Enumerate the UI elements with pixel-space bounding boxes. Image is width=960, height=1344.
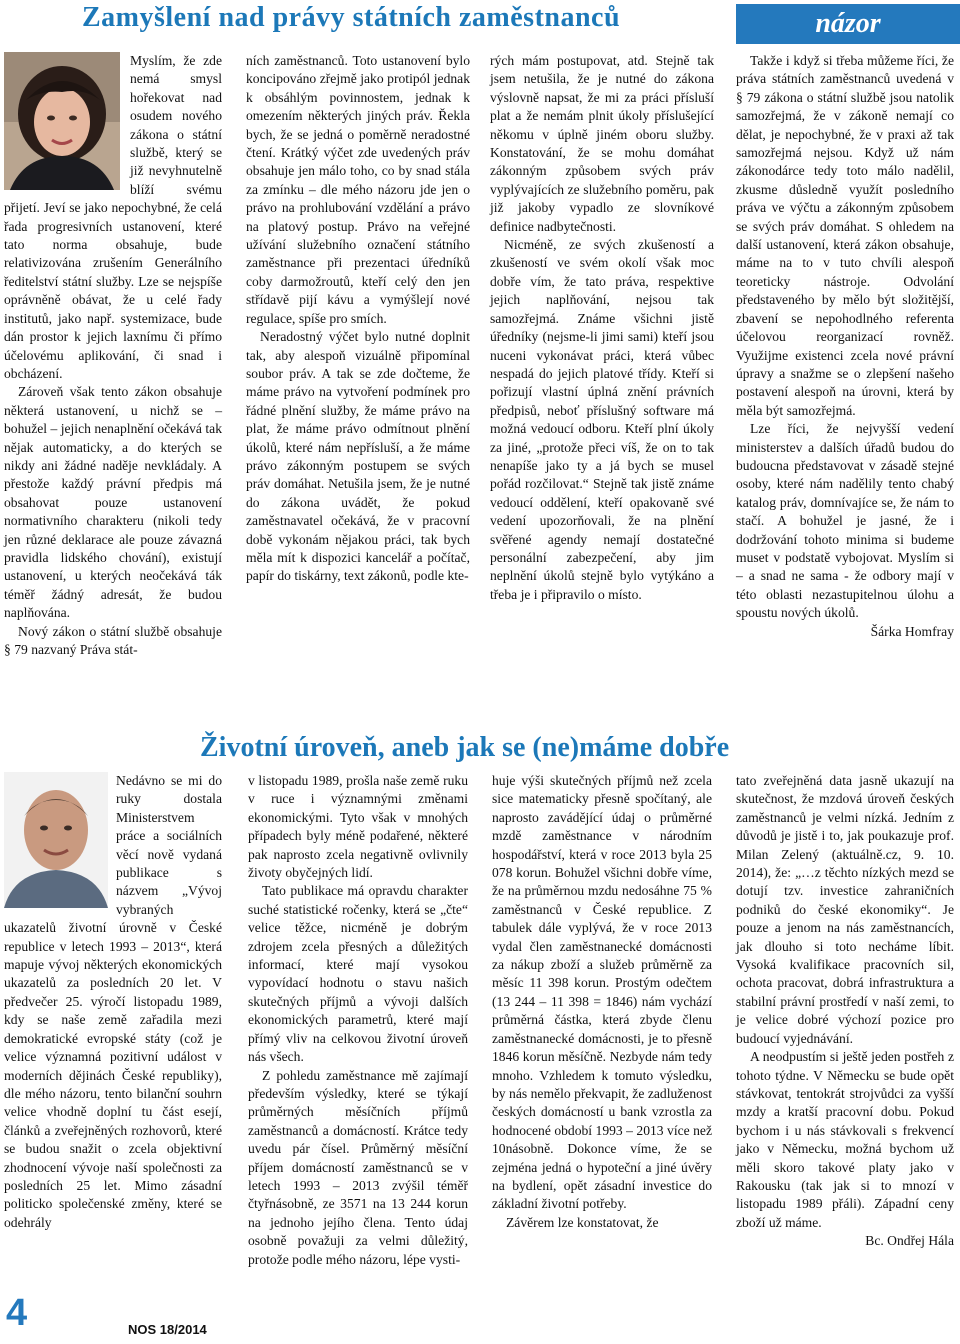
article2-paragraph: A neodpustím si ještě jeden postřeh z tohoto týdne. V Německu se bude opět stávkovat, tentokrát strojvůdci za vyšší mzdy a kratší pracovní dobu. Pokud bychom i u nás stávkovali s frekvencí jako v Německu, možná bychom už měli skoro takové platy jako v Rakousku (tak jak si to mnozí v listopadu 1989 přáli). Západní ceny zboží už máme. [736,1049,954,1230]
article2-paragraph: v listopadu 1989, prošla naše země ruku v ruce i významnými změnami ekonomickými. Tyto však v mnohých případech byly méně podařené, některé pak naprosto zcela negativně ovlivnily životy obyčejných lidí. [248,773,468,881]
article1-paragraph: Myslím, že zde nemá smysl hořekovat nad osudem nového zákona o státní službě, který se již nevyhnutelně blíží svému přijetí. Jeví se jako nepochybné, že celá řada progresivních ustanovení, které tato norma obsahuje, bude relativizována zrušením Generálního ředitelství státní služby. Lze se nejspíše oprávněně obávat, že u celé řady institutů, jako např. systemizace, bude dán prostor k jejich laxnímu či přímo účelovému aplikování, či snad i obcházení. [4,53,222,381]
article2-paragraph: huje výši skutečných příjmů než zcela sice matematicky přesně spočítaný, ale naprosto zavádějící údaj o průměrné mzdě zaměstnance v národním hospodářství, která v roce 2013 byla 25 078 korun. Bohužel všichni dobře víme, že na průměrnou mzdu nedosáhne 75 % zaměstnanců v České republice. Z tabulek dále vyplývá, že v roce 2013 vydal člen zaměstnanecké domácnosti za nákup zboží a služeb průměrně za měsíc 11 398 korun. Prostým odečtem (13 244 – 11 398 = 1846) nám vychází průměrná částka, která zbyde členu zaměstnanecké domácnosti, je to přesně 1846 korun měsíčně. Nezbyde nám tedy mnoho. Vzhledem k tomuto výsledku, by nás nemělo překvapit, že zadluženost českých domácností u bank vzrostla za hodnocené období 1993 – 2013 více než 10násobně. Dokonce víme, že se zejména jedná o hypoteční a jiné úvěry na bydlení, opět zásadní investice do základní životní potřeby. [492,773,712,1212]
article1-title: Zamyšlení nad právy státních zaměstnanců [82,2,621,33]
article2-column-4 [736,772,954,1251]
article1-column-2 [246,52,470,586]
article1-paragraph: Nicméně, ze svých zkušeností a zkušeností ve svém okolí však moc dobře vím, že tato práva, respektive jejich naplňování, nejsou tak samozřejmá. Známe všichni jistě úředníky (nejsme-li jimi sami) kteří jsou nuceni vykonávat práci, která vůbec nespadá do jejich platové třídy. Kteří si pořizují vlastní úplná znění právních předpisů, neboť příslušný software má možná vedoucí odboru. Kteří plní úkoly za jiné, „protože přeci víš, že on to tak nenapíše jako ty a já bych se musel pořád rozčilovat.“ Stejně tak jistě známe vedoucí oddělení, kteří opakovaně své vedení upozorňovali, že na plnění svěřené agendy nemají dostatečné personální zabezpečení, aby jim neplnění úkolů stejně bylo vytýkáno a třeba je i připravilo o místo. [490,237,714,602]
article2-paragraph: Nedávno se mi do ruky dostala Ministerstvem práce a sociálních věcí nově vydaná publikace s názvem „Vývoj vybraných ukazatelů životní úrovně v České republice v letech 1993 – 2013“, která mapuje vývoj některých ekonomických ukazatelů za posledních 20 let. V předvečer 25. výročí listopadu 1989, kdy se naše země zařadila mezi demokratické evropské státy (což je velice významná pozitivní událost v moderních dějinách České republiky), dle mého názoru, tento bilanční souhrn velice vhodně doplní tu část esejí, článků a zveřejněných rozhovorů, které se budou snažit o zcela objektivní zhodnocení vývoje naší společnosti za posledních 25 let. Mimo zásadní politicko společenské změny, které se odehrály [4,773,222,1230]
article1-paragraph: Lze říci, že nejvyšší vedení ministerstev a dalších úřadů budou do budoucna představovat v zásadě stejné osoby, které nám nadělily tento chabý katalog práv, domnívajíce se, že nám to stačí. A bohužel je jasné, že i dodržování tohoto minima si budeme muset v podstatě vybojovat. Myslím si – a snad ne sama - že odbory mají v této oblasti nezastupitelnou úlohu a spoustu nových úkolů. [736,421,954,621]
article2-column-3 [492,772,712,1232]
article2-paragraph: Závěrem lze konstatovat, že [506,1214,659,1230]
section-label-box: názor [736,4,960,44]
article1-author-signature: Šárka Homfray [870,623,954,639]
article2-author-signature: Bc. Ondřej Hála [865,1233,954,1249]
article1-column-4 [736,52,954,641]
article2-column-2 [248,772,468,1269]
article1-column-3 [490,52,714,604]
author-photo-hala [4,772,108,908]
article2-paragraph: tato zveřejněná data jasně ukazují na skutečnost, že mzdová úroveň českých zaměstnanců je velmi nízká. Jedním z důvodů je jistě i to, jak poukazuje prof. Milan Zelený (aktuálně.cz, 9. 10. 2014), že: „…z těchto nízkých mezd se dotují tzv. investice zahraničních podniků do české ekonomiky“. Je pouze a jenom na nás zaměstnancích, jak dlouho si toto necháme líbit. Vysoká kvalifikace pracovních sil, ochota pracovat, dobrá infrastruktura a stabilní právní prostředí v naší zemi, to je velice dobré výchozí pozice pro budoucí vyjednávání. [736,773,954,1046]
article1-paragraph: Nový zákon o státní službě obsahuje § 79 nazvaný Práva stát- [4,623,222,657]
page-number: 4 [6,1292,28,1334]
article1-paragraph: ních zaměstnanců. Toto ustanovení bylo koncipováno zřejmě jako protipól jednak k obsáhlým povinnostem, jednak k omezením některých jiných práv. Řekla bych, že se jedná o poměrně neradostné čtení. Krátký výčet zde uvedených práv obsahuje jen málo toho, co by snad stála za zmínku – dle mého názoru jde jen o právo na prohlubování vzdělání a právo na platový postup. Právo na veřejné užívání služebního označení státního zaměstnance při prezentaci úředníků coby darmožroutů, kteří celý den jen střídavě pijí kávu a vymýšlejí nové regulace, spíše pro smích. [246,53,470,326]
article1-paragraph: Zároveň však tento zákon obsahuje některá ustanovení, u nichž se – bohužel – jejich nenaplnění očekává tak nějak automaticky, a do kterých se nikdy ani žádné naděje nevkládaly. A přestože každý právní předpis má obsahovat pouze ustanovení normativního charakteru (nikoli tedy jen různé deklarace ale pouze závazná pravidla lidského chování), existují ustanovení, u kterých neočekává ták téměř žádný adresát, že budou naplňována. [4,384,222,621]
issue-label: NOS 18/2014 [128,1322,207,1337]
article2-column-1 [4,772,222,1232]
article1-column-1 [4,52,222,659]
article1-paragraph: rých mám postupovat, atd. Stejně tak jsem netušila, že je nutné do zákona výslovně napsat, že mi za práci přísluší plat a že nemám plnit úkoly příslušející někomu v úplně jiném oboru služby. Konstatování, že se mohu domáhat zákonným způsobem svých práv vyplývajících ze služebního poměru, pak již jakoby vypadlo ze slovníkové definice nadbytečnosti. [490,53,714,234]
article1-paragraph: Neradostný výčet bylo nutné doplnit tak, aby alespoň vizuálně připomínal soubor práv. A tak se zde dočteme, že máme právo na vytvoření podmínek pro řádné plnění služby, že máme právo na plat, že máme právo odmítnout plnění úkolů, které nám nepřísluší, a že máme právo zákonným postupem se svých práv domáhat. Netušila jsem, že je nutné do zákona uvádět, že pokud zaměstnavatel očekává, že v pracovní době vykonám nějakou práci, tak bych měla mít k dispozici kancelář a počítač, papír do tiskárny, text zákonů, podle kte- [246,329,470,584]
article2-paragraph: Z pohledu zaměstnance mě zajímají především výsledky, které se týkají průměrných měsíčních příjmů zaměstnanců a domácností. Krátce tedy uvedu pár čísel. Průměrný měsíční příjem domácností zaměstnanců se v letech 1993 – 2013 zvýšil téměř čtyřnásobně, ze 3571 na 13 244 korun na jednoho jejího člena. Tento údaj osobně považuji za velmi důležitý, protože podle mého názoru, lépe vysti- [248,1067,468,1267]
author-photo-homfray [4,52,120,190]
article2-paragraph: Tato publikace má opravdu charakter suché statistické ročenky, která se „čte“ velice těžce, nicméně je dobrým zdrojem zcela přesných a důležitých informací, které mají vysokou vypovídací hodnotu o stavu našich skutečných příjmů a vývoji dalších ekonomických parametrů, které mají přímý vliv na celkovou životní úroveň nás všech. [248,883,468,1065]
article1-paragraph: Takže i když si třeba můžeme říci, že práva státních zaměstnanců uvedená v § 79 zákona o státní službě jsou natolik samozřejmá, že v zákoně nemají co dělat, je nepochybné, že v praxi až tak samozřejmá nejsou. Když už nám zákonodárce tedy toto málo nadělil, zkusme důsledně využít posledního práva ve výčtu a zákonným způsobem se svých práv domáhat. S ohledem na další ustanovení, která zákon obsahuje, máme na to v tuto chvíli alespoň teoreticky nástroje. Odvolání představeného by mělo být složitější, zbavení se nepohodlného referenta účelovou reorganizací rovněž. Využijme existenci zcela nové právní úpravy a snažme se o zlepšení našeho postavení alespoň na úrovni, která by měla být samozřejmá. [736,53,954,418]
article2-title: Životní úroveň, aneb jak se (ne)máme dobře [200,732,730,763]
